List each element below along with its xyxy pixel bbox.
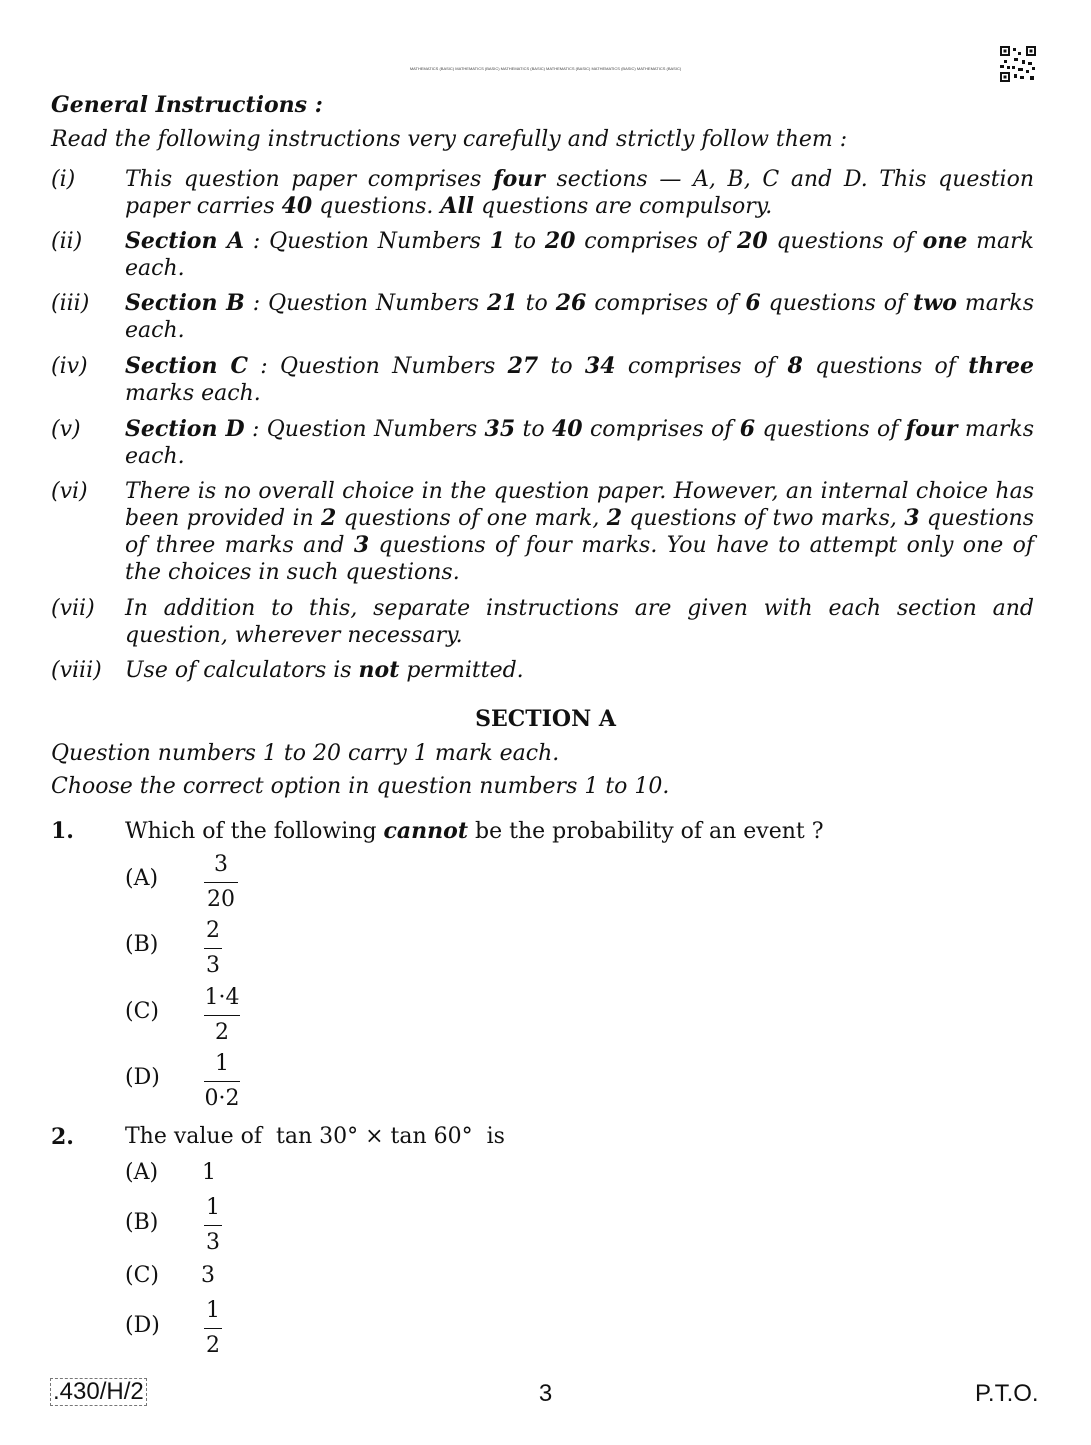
instruction-text: Section A : Question Numbers 1 to 20 comprises of 20 questions of one mark each.	[125, 228, 1034, 281]
option-fraction: 1·4 2	[204, 985, 240, 1045]
question-text: The value of tan 30° × tan 60° is	[125, 1124, 505, 1149]
instruction-number: (iii)	[51, 291, 90, 316]
instruction-number: (vii)	[51, 596, 95, 621]
option-value: 1	[202, 1160, 216, 1185]
page-number: 3	[538, 1380, 553, 1407]
option-label: (B)	[125, 932, 159, 957]
header-strip: MATHEMATICS (BASIC) MATHEMATICS (BASIC) MATHEMATICS (BASIC) MATHEMATICS (BASIC) MATHEMATICS (BASIC) MATHEMATICS (BASIC)	[409, 66, 682, 71]
option-label: (C)	[125, 1263, 159, 1288]
section-note: Question numbers 1 to 20 carry 1 mark each.	[51, 741, 560, 766]
instruction-text: Section D : Question Numbers 35 to 40 comprises of 6 questions of four marks each.	[125, 416, 1035, 469]
option-label: (B)	[125, 1210, 159, 1235]
instruction-text: Section B : Question Numbers 21 to 26 comprises of 6 questions of two marks each.	[125, 290, 1035, 343]
option-fraction: 1 2	[206, 1298, 220, 1358]
option-value: 3	[201, 1263, 215, 1288]
question-number: 2.	[51, 1124, 74, 1150]
instructions-lead: Read the following instructions very carefully and strictly follow them :	[51, 127, 848, 152]
option-label: (A)	[125, 866, 159, 891]
option-label: (C)	[125, 999, 159, 1024]
option-fraction: 2 3	[206, 918, 220, 978]
instruction-number: (i)	[51, 167, 76, 192]
instruction-text: There is no overall choice in the question paper. However, an internal choice has been provided in 2 questions of one mark, 2 questions of two marks, 3 questions of three marks and 3 questions of four marks. You have to attempt only one of the choices in such questions.	[125, 479, 1034, 585]
instruction-number: (viii)	[51, 658, 102, 683]
instruction-text: In addition to this, separate instructions are given with each section and question, wherever necessary.	[125, 596, 1034, 648]
instructions-title: General Instructions :	[51, 92, 323, 118]
option-label: (A)	[125, 1160, 159, 1185]
paper-code: .430/H/2	[50, 1378, 147, 1406]
option-label: (D)	[125, 1065, 160, 1090]
option-fraction: 1 0·2	[204, 1051, 240, 1111]
instruction-text: Use of calculators is not permitted.	[125, 657, 524, 683]
instruction-number: (vi)	[51, 479, 88, 504]
instruction-number: (v)	[51, 417, 81, 442]
instruction-number: (ii)	[51, 229, 83, 254]
instruction-text: Section C : Question Numbers 27 to 34 comprises of 8 questions of three marks each.	[125, 353, 1035, 406]
option-fraction: 1 3	[206, 1195, 220, 1255]
qr-code-icon	[1000, 46, 1036, 82]
section-note: Choose the correct option in question numbers 1 to 10.	[51, 774, 670, 799]
instruction-number: (iv)	[51, 354, 88, 379]
section-title: SECTION A	[475, 706, 616, 732]
question-text: Which of the following cannot be the probability of an event ?	[125, 818, 824, 844]
question-number: 1.	[51, 818, 74, 844]
instruction-text: This question paper comprises four sections — A, B, C and D. This question paper carries 40 questions. All questions are compulsory.	[125, 166, 1035, 219]
option-fraction: 3 20	[204, 850, 238, 915]
option-label: (D)	[125, 1313, 160, 1338]
pto-label: P.T.O.	[975, 1380, 1039, 1407]
